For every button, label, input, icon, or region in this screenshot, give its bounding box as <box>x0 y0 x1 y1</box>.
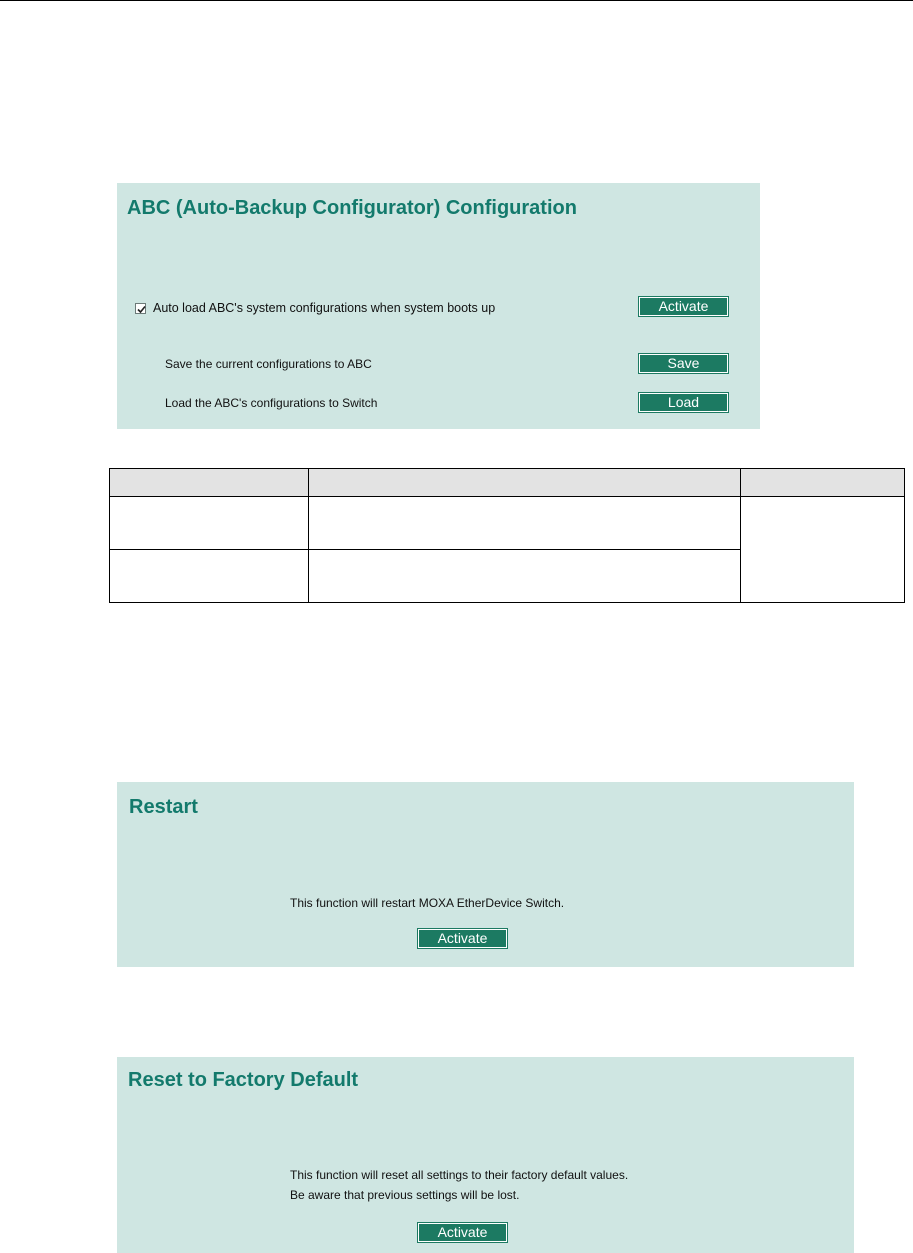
factory-reset-panel <box>117 1057 854 1253</box>
abc-panel-title: ABC (Auto-Backup Configurator) Configuration <box>127 197 577 219</box>
page-top-rule <box>0 0 913 1</box>
checkmark-icon <box>136 304 147 315</box>
save-to-abc-button[interactable]: Save <box>639 354 728 373</box>
table-cell <box>110 550 309 603</box>
load-from-abc-button[interactable]: Load <box>639 393 728 412</box>
table-header-cell <box>110 469 309 497</box>
restart-activate-button[interactable]: Activate <box>418 929 507 948</box>
settings-table <box>109 468 905 603</box>
activate-auto-load-button[interactable]: Activate <box>639 297 728 316</box>
table-header-row <box>110 469 905 497</box>
factory-reset-warning: Be aware that previous settings will be lost. <box>290 1188 520 1202</box>
auto-load-checkbox[interactable] <box>135 303 146 314</box>
table-cell <box>309 550 741 603</box>
save-to-abc-label: Save the current configurations to ABC <box>165 357 372 371</box>
load-from-abc-label: Load the ABC's configurations to Switch <box>165 396 378 410</box>
table-cell <box>110 497 309 550</box>
table-header-cell <box>309 469 741 497</box>
restart-description: This function will restart MOXA EtherDevice Switch. <box>290 896 565 910</box>
table-cell <box>309 497 741 550</box>
factory-reset-panel-title: Reset to Factory Default <box>128 1069 359 1091</box>
table-cell <box>741 497 905 603</box>
restart-panel <box>117 782 854 967</box>
table-row <box>110 497 905 550</box>
factory-reset-description: This function will reset all settings to their factory default values. <box>290 1168 629 1182</box>
auto-load-label: Auto load ABC's system configurations when system boots up <box>153 301 496 315</box>
table-header-cell <box>741 469 905 497</box>
abc-configuration-panel <box>117 183 760 429</box>
restart-panel-title: Restart <box>129 796 198 818</box>
factory-reset-activate-button[interactable]: Activate <box>418 1223 507 1242</box>
